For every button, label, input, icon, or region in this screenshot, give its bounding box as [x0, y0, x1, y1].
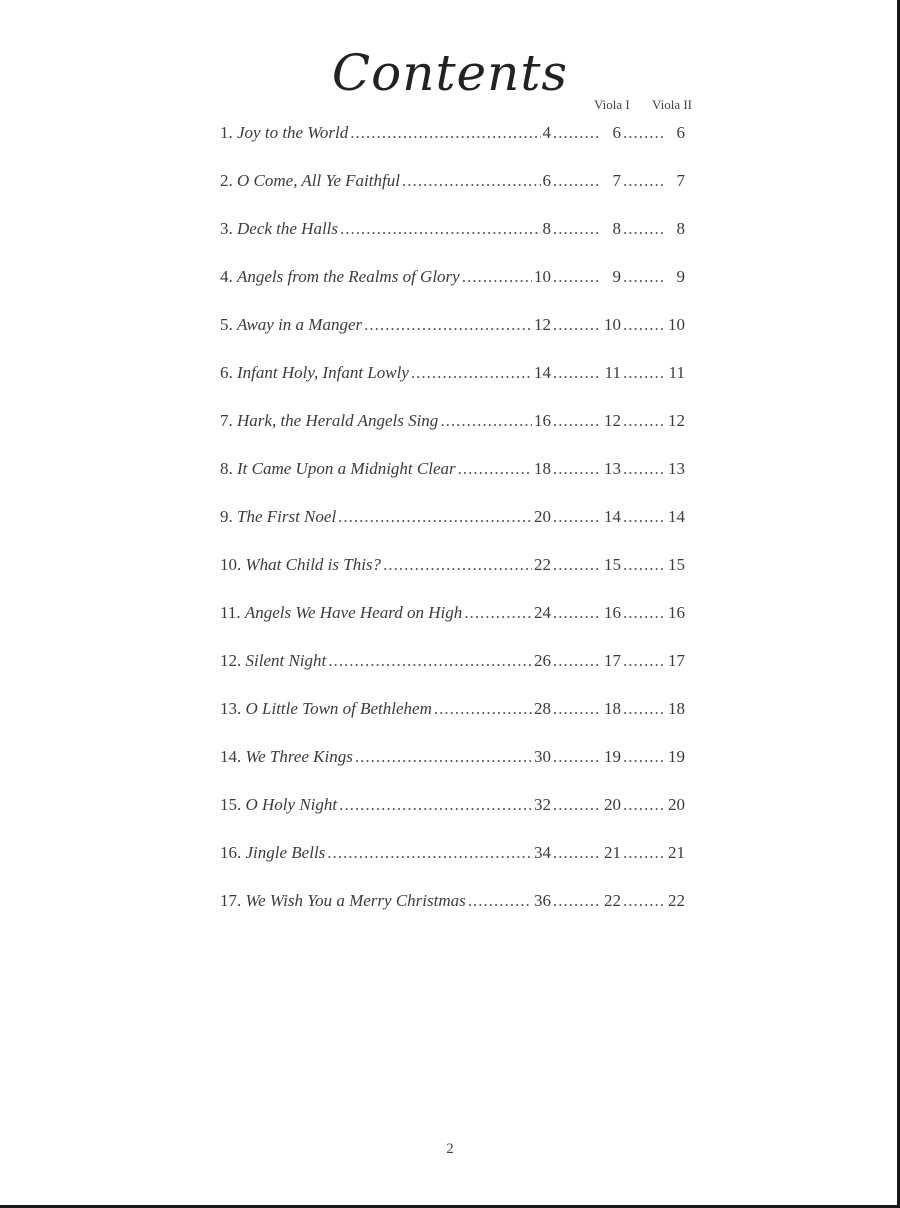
toc-entry-title-group	[220, 641, 326, 681]
viola-2-page-number: 13	[668, 459, 685, 478]
viola-2-page-number: 20	[668, 795, 685, 814]
toc-entry-title-group	[220, 401, 438, 441]
viola-1-page-number: 18	[604, 699, 621, 718]
dot-leader	[553, 785, 601, 825]
dot-leader	[623, 209, 665, 249]
toc-entry[interactable]	[220, 785, 685, 833]
song-title: Angels We Have Heard on High	[244, 603, 463, 622]
entry-number: 9.	[220, 507, 233, 526]
viola-2-page-number: 22	[668, 891, 685, 910]
toc-entry-title-group	[220, 305, 362, 345]
entry-number: 8.	[220, 459, 233, 478]
score-page-number: 26	[534, 651, 551, 670]
score-page-number: 14	[534, 363, 551, 382]
viola-1-page-number: 21	[604, 843, 621, 862]
entry-number: 10.	[220, 555, 242, 574]
entry-number: 15.	[220, 795, 242, 814]
viola-1-page-number: 6	[612, 123, 621, 142]
dot-leader	[340, 209, 540, 249]
entry-number: 12.	[220, 651, 242, 670]
viola-1-page-number: 19	[604, 747, 621, 766]
dot-leader	[440, 401, 532, 441]
toc-entry-title-group	[220, 209, 338, 249]
viola-2-page-number: 10	[668, 315, 685, 334]
score-page-number: 8	[542, 219, 551, 238]
entry-number: 7.	[220, 411, 233, 430]
dot-leader	[553, 449, 601, 489]
dot-leader	[553, 353, 601, 393]
song-title: It Came Upon a Midnight Clear	[237, 459, 456, 478]
toc-entry-title-group	[220, 785, 337, 825]
viola-1-page-number: 12	[604, 411, 621, 430]
toc-entry[interactable]	[220, 833, 685, 881]
toc-entry-title-group	[220, 497, 336, 537]
dot-leader	[623, 353, 665, 393]
dot-leader	[355, 737, 532, 777]
score-page-number: 12	[534, 315, 551, 334]
toc-entry-title-group	[220, 833, 325, 873]
toc-entry[interactable]	[220, 305, 685, 353]
dot-leader	[468, 881, 532, 921]
score-page-number: 10	[534, 267, 551, 286]
song-title: Silent Night	[245, 651, 327, 670]
entry-number: 14.	[220, 747, 242, 766]
viola-1-page-number: 20	[604, 795, 621, 814]
viola-1-page-number: 22	[604, 891, 621, 910]
viola-2-page-number: 9	[676, 267, 685, 286]
dot-leader	[623, 833, 665, 873]
toc-entry-title-group	[220, 593, 462, 633]
dot-leader	[339, 785, 532, 825]
page-number: 2	[446, 1141, 454, 1157]
dot-leader	[553, 113, 601, 153]
song-title: Away in a Manger	[237, 315, 363, 334]
viola-1-page-number: 17	[604, 651, 621, 670]
dot-leader	[411, 353, 532, 393]
dot-leader	[553, 833, 601, 873]
entry-number: 4.	[220, 267, 233, 286]
dot-leader	[553, 881, 601, 921]
dot-leader	[553, 641, 601, 681]
toc-entry[interactable]	[220, 353, 685, 401]
dot-leader	[553, 689, 601, 729]
dot-leader	[327, 833, 532, 873]
entry-number: 13.	[220, 699, 242, 718]
viola-2-page-number: 6	[676, 123, 685, 142]
dot-leader	[462, 257, 532, 297]
toc-entry-title-group	[220, 161, 400, 201]
score-page-number: 36	[534, 891, 551, 910]
viola-2-page-number: 8	[676, 219, 685, 238]
dot-leader	[623, 641, 665, 681]
song-title: We Three Kings	[245, 747, 353, 766]
dot-leader	[464, 593, 532, 633]
dot-leader	[553, 545, 601, 585]
dot-leader	[553, 401, 601, 441]
score-page-number: 34	[534, 843, 551, 862]
viola-2-page-number: 16	[668, 603, 685, 622]
entry-number: 1.	[220, 123, 233, 142]
entry-number: 16.	[220, 843, 242, 862]
viola-1-page-number: 16	[604, 603, 621, 622]
score-page-number: 20	[534, 507, 551, 526]
dot-leader	[383, 545, 532, 585]
dot-leader	[623, 785, 665, 825]
song-title: O Come, All Ye Faithful	[237, 171, 400, 190]
toc-entry[interactable]	[220, 641, 685, 689]
score-page-number: 6	[542, 171, 551, 190]
song-title: Angels from the Realms of Glory	[237, 267, 460, 286]
score-page-number: 4	[542, 123, 551, 142]
song-title: Hark, the Herald Angels Sing	[237, 411, 439, 430]
viola-1-page-number: 14	[604, 507, 621, 526]
toc-entry-title-group	[220, 737, 353, 777]
viola-2-page-number: 21	[668, 843, 685, 862]
toc-entry-title-group	[220, 113, 348, 153]
toc-entry[interactable]	[220, 113, 685, 161]
dot-leader	[623, 305, 665, 345]
entry-number: 6.	[220, 363, 233, 382]
dot-leader	[623, 689, 665, 729]
song-title: Deck the Halls	[237, 219, 339, 238]
score-page-number: 32	[534, 795, 551, 814]
toc-entry[interactable]	[220, 881, 685, 929]
viola-1-page-number: 8	[612, 219, 621, 238]
dot-leader	[623, 545, 665, 585]
song-title: The First Noel	[237, 507, 337, 526]
score-page-number: 30	[534, 747, 551, 766]
dot-leader	[623, 593, 665, 633]
toc-entry-title-group	[220, 881, 466, 921]
toc-entry[interactable]	[220, 497, 685, 545]
column-header-viola-1: Viola I	[594, 97, 630, 112]
dot-leader	[623, 401, 665, 441]
entry-number: 2.	[220, 171, 233, 190]
toc-entry[interactable]	[220, 593, 685, 641]
viola-2-page-number: 18	[668, 699, 685, 718]
song-title: O Little Town of Bethlehem	[245, 699, 432, 718]
column-header-viola-2: Viola II	[652, 97, 693, 112]
song-title: What Child is This?	[245, 555, 382, 574]
song-title: We Wish You a Merry Christmas	[245, 891, 466, 910]
song-title: Jingle Bells	[245, 843, 326, 862]
dot-leader	[553, 209, 601, 249]
score-page-number: 22	[534, 555, 551, 574]
toc-entry[interactable]	[220, 161, 685, 209]
viola-2-page-number: 19	[668, 747, 685, 766]
toc-entry[interactable]	[220, 737, 685, 785]
dot-leader	[553, 593, 601, 633]
dot-leader	[623, 257, 665, 297]
dot-leader	[553, 737, 601, 777]
toc-entry-title-group	[220, 545, 381, 585]
toc-entry[interactable]	[220, 209, 685, 257]
toc-entry[interactable]	[220, 257, 685, 305]
song-title: Infant Holy, Infant Lowly	[237, 363, 409, 382]
score-page-number: 24	[534, 603, 551, 622]
viola-1-page-number: 13	[604, 459, 621, 478]
dot-leader	[458, 449, 532, 489]
song-title: Joy to the World	[237, 123, 349, 142]
toc-entry-title-group	[220, 449, 456, 489]
viola-2-page-number: 7	[676, 171, 685, 190]
entry-number: 5.	[220, 315, 233, 334]
song-title: O Holy Night	[245, 795, 338, 814]
dot-leader	[623, 737, 665, 777]
viola-2-page-number: 12	[668, 411, 685, 430]
dot-leader	[623, 497, 665, 537]
dot-leader	[350, 113, 540, 153]
dot-leader	[623, 161, 665, 201]
entry-number: 3.	[220, 219, 233, 238]
dot-leader	[553, 161, 601, 201]
toc-entry-title-group	[220, 689, 432, 729]
dot-leader	[364, 305, 532, 345]
dot-leader	[623, 113, 665, 153]
dot-leader	[402, 161, 541, 201]
viola-1-page-number: 11	[604, 363, 621, 382]
dot-leader	[553, 305, 601, 345]
toc-entry[interactable]	[220, 401, 685, 449]
viola-2-page-number: 15	[668, 555, 685, 574]
toc-entry[interactable]	[220, 689, 685, 737]
viola-1-page-number: 10	[604, 315, 621, 334]
score-page-number: 16	[534, 411, 551, 430]
score-page-number: 28	[534, 699, 551, 718]
viola-1-page-number: 7	[612, 171, 621, 190]
score-page-number: 18	[534, 459, 551, 478]
toc-entry[interactable]	[220, 545, 685, 593]
dot-leader	[328, 641, 532, 681]
viola-1-page-number: 15	[604, 555, 621, 574]
viola-2-page-number: 11	[668, 363, 685, 382]
dot-leader	[553, 497, 601, 537]
toc-entry-title-group	[220, 257, 460, 297]
viola-1-page-number: 9	[612, 267, 621, 286]
viola-2-page-number: 17	[668, 651, 685, 670]
entry-number: 17.	[220, 891, 242, 910]
dot-leader	[434, 689, 532, 729]
page-title: Contents	[331, 44, 569, 102]
viola-2-page-number: 14	[668, 507, 685, 526]
dot-leader	[338, 497, 532, 537]
dot-leader	[553, 257, 601, 297]
entry-number: 11.	[220, 603, 241, 622]
dot-leader	[623, 449, 665, 489]
toc-entry-title-group	[220, 353, 409, 393]
table-of-contents	[220, 113, 685, 929]
toc-entry[interactable]	[220, 449, 685, 497]
dot-leader	[623, 881, 665, 921]
